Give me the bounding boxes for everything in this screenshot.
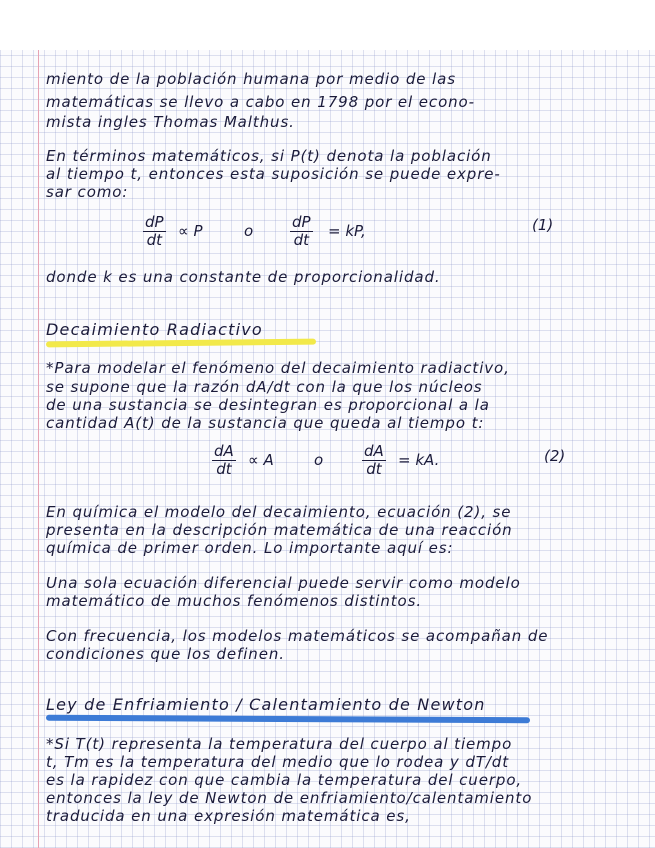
text-line: donde k es una constante de proporcionalidad. bbox=[46, 268, 441, 286]
eq1-fraction-right bbox=[290, 214, 313, 249]
heading-highlight-blue bbox=[46, 715, 530, 724]
heading-ley-de-newton: Ley de Enfriamiento / Calentamiento de Newton bbox=[46, 695, 486, 714]
eq1-denominator-left: dt bbox=[146, 231, 162, 249]
text-line: condiciones que los definen. bbox=[46, 645, 285, 663]
text-line: Con frecuencia, los modelos matemáticos se acompañan de bbox=[46, 627, 549, 645]
eq1-numerator-left: dP bbox=[145, 213, 164, 231]
text-line: se supone que la razón dA/dt con la que los núcleos bbox=[46, 378, 483, 396]
text-line: sar como: bbox=[46, 183, 129, 201]
margin-line bbox=[38, 50, 39, 848]
page-top-edge bbox=[0, 0, 655, 50]
text-line: matemáticas se llevo a cabo en 1798 por el econo- bbox=[46, 93, 475, 111]
text-line: presenta en la descripción matemática de una reacción bbox=[46, 521, 513, 539]
text-line: matemático de muchos fenómenos distintos. bbox=[46, 592, 423, 610]
text-line: traducida en una expresión matemática es, bbox=[46, 807, 411, 825]
eq1-rhs: = kP, bbox=[328, 222, 366, 240]
text-line: al tiempo t, entonces esta suposición se puede expre- bbox=[46, 165, 501, 183]
heading-decaimiento-radiactivo: Decaimiento Radiactivo bbox=[46, 320, 263, 339]
text-line: Una sola ecuación diferencial puede servir como modelo bbox=[46, 574, 521, 592]
text-line: En química el modelo del decaimiento, ecuación (2), se bbox=[46, 503, 512, 521]
eq1-numerator-right: dP bbox=[292, 213, 311, 231]
eq2-proportional: ∝ A bbox=[248, 451, 274, 469]
eq2-rhs: = kA. bbox=[398, 451, 440, 469]
eq2-fraction-left bbox=[212, 443, 236, 478]
text-line: En términos matemáticos, si P(t) denota la población bbox=[46, 147, 492, 165]
text-line: química de primer orden. Lo importante aquí es: bbox=[46, 539, 454, 557]
text-line: es la rapidez con que cambia la temperatura del cuerpo, bbox=[46, 771, 523, 789]
eq1-proportional: ∝ P bbox=[178, 222, 203, 240]
text-line: de una sustancia se desintegran es proporcional a la bbox=[46, 396, 490, 414]
text-line: *Si T(t) representa la temperatura del cuerpo al tiempo bbox=[46, 735, 513, 753]
eq2-number: (2) bbox=[544, 447, 566, 465]
text-line: cantidad A(t) de la sustancia que queda al tiempo t: bbox=[46, 414, 485, 432]
text-line: miento de la población humana por medio de las bbox=[46, 70, 456, 88]
eq2-denominator-right: dt bbox=[366, 460, 382, 478]
text-line: *Para modelar el fenómeno del decaimiento radiactivo, bbox=[46, 359, 510, 377]
eq2-fraction-right bbox=[362, 443, 386, 478]
text-line: t, Tm es la temperatura del medio que lo rodea y dT/dt bbox=[46, 753, 509, 771]
eq2-denominator-left: dt bbox=[216, 460, 232, 478]
eq1-number: (1) bbox=[532, 216, 554, 234]
eq2-numerator-left: dA bbox=[214, 442, 234, 460]
eq1-denominator-right: dt bbox=[293, 231, 309, 249]
heading-highlight-yellow bbox=[46, 339, 316, 348]
text-line: mista ingles Thomas Malthus. bbox=[46, 113, 295, 131]
eq1-or: o bbox=[244, 222, 254, 240]
text-line: entonces la ley de Newton de enfriamiento/calentamiento bbox=[46, 789, 533, 807]
eq2-numerator-right: dA bbox=[364, 442, 384, 460]
eq1-fraction-left bbox=[143, 214, 166, 249]
eq2-or: o bbox=[314, 451, 324, 469]
